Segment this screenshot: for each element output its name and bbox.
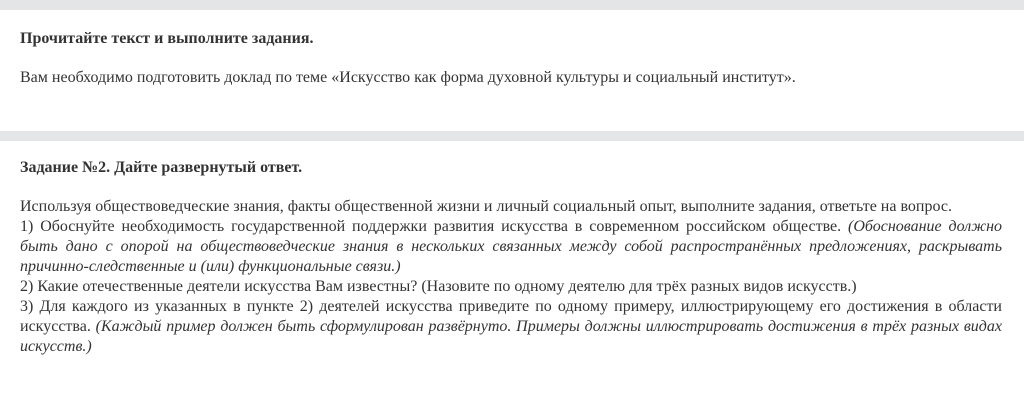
task-heading: Задание №2. Дайте развернутый ответ. bbox=[20, 159, 303, 176]
task-item-2: 2) Какие отечественные деятели искусства Вам известны? (Назовите по одному деятелю для трёх разных видов искусств.) bbox=[20, 278, 857, 295]
task-item-1-note: (Обоснование должно быть дано с опорой на обществоведческие знания в нескольких связанных между собой распространённых предложениях, раскрывать причинно-следственные и (или) функциональные связи.) bbox=[20, 218, 1003, 275]
reading-heading: Прочитайте текст и выполните задания. bbox=[20, 30, 314, 47]
task-item-3-note: (Каждый пример должен быть сформулирован развёрнуто. Примеры должны иллюстрировать достижения в трёх разных видах искусств.) bbox=[20, 318, 1002, 355]
top-divider bbox=[0, 0, 1024, 10]
task-section bbox=[0, 141, 1024, 417]
task-item-3-text: 3) Для каждого из указанных в пункте 2) деятелей искусства приведите по одному примеру, иллюстрирующему его достижения в области искусства. bbox=[20, 298, 1002, 335]
section-divider bbox=[0, 131, 1024, 141]
task-item-1 bbox=[20, 217, 1002, 277]
task-item-1-text: 1) Обоснуйте необходимость государственной поддержки развития искусства в современном российском обществе. bbox=[20, 218, 842, 235]
task-item-3 bbox=[20, 297, 1002, 357]
reading-text: Вам необходимо подготовить доклад по теме «Искусство как форма духовной культуры и социальный институт». bbox=[20, 69, 796, 86]
reading-section bbox=[0, 10, 1024, 131]
task-intro: Используя обществоведческие знания, факты общественной жизни и личный социальный опыт, выполните задания, ответьте на вопрос. bbox=[20, 198, 952, 215]
